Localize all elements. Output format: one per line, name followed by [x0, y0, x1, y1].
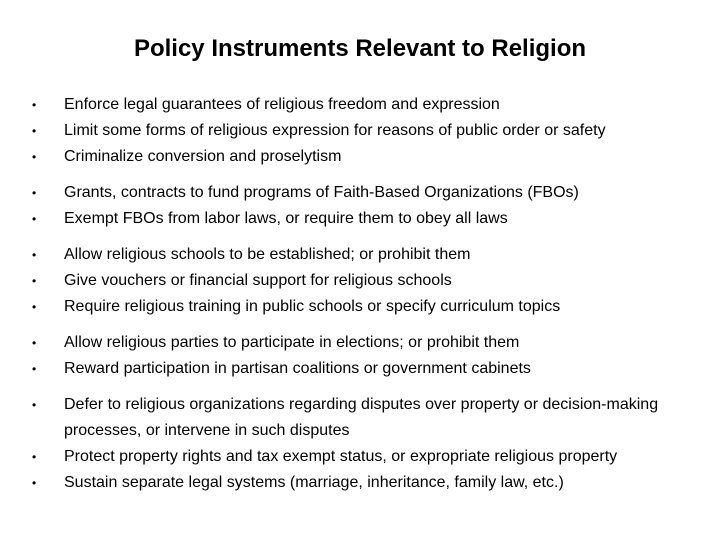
bullet-dot-icon: •: [32, 398, 37, 412]
slide-title: Policy Instruments Relevant to Religion: [133, 35, 587, 62]
bullet-text: Grants, contracts to fund programs of Faith-Based Organizations (FBOs): [64, 184, 579, 201]
bullet-item: [0, 206, 720, 232]
bullet-item: [0, 268, 720, 294]
bullet-text: Sustain separate legal systems (marriage, inheritance, family law, etc.): [64, 474, 564, 491]
bullet-item: [0, 294, 720, 320]
bullet-text: Defer to religious organizations regarding disputes over property or decision-making processes, or intervene in such disputes: [64, 396, 659, 439]
bullet-groups: [0, 92, 720, 506]
bullet-item: [0, 242, 720, 268]
bullet-item: [0, 180, 720, 206]
bullet-dot-icon: •: [32, 150, 37, 164]
bullet-dot-icon: •: [32, 186, 37, 200]
bullet-dot-icon: •: [32, 248, 37, 262]
bullet-item: [0, 330, 720, 356]
bullet-dot-icon: •: [32, 336, 37, 350]
bullet-dot-icon: •: [32, 362, 37, 376]
bullet-item: [0, 144, 720, 170]
bullet-text: Require religious training in public schools or specify curriculum topics: [64, 298, 561, 315]
bullet-group-parties: [0, 330, 720, 382]
bullet-text: Give vouchers or financial support for religious schools: [64, 272, 452, 289]
bullet-item: [0, 356, 720, 382]
bullet-item: [0, 92, 720, 118]
bullet-dot-icon: •: [32, 98, 37, 112]
bullet-text: Protect property rights and tax exempt status, or expropriate religious property: [64, 448, 618, 465]
bullet-dot-icon: •: [32, 274, 37, 288]
bullet-group-schools: [0, 242, 720, 320]
bullet-item: [0, 470, 720, 496]
bullet-dot-icon: •: [32, 476, 37, 490]
bullet-text: Reward participation in partisan coalitions or government cabinets: [64, 360, 531, 377]
bullet-text: Allow religious schools to be established; or prohibit them: [64, 246, 471, 263]
bullet-dot-icon: •: [32, 124, 37, 138]
bullet-item: [0, 118, 720, 144]
bullet-group-freedom: [0, 92, 720, 170]
bullet-item: [0, 444, 720, 470]
bullet-dot-icon: •: [32, 212, 37, 226]
bullet-dot-icon: •: [32, 300, 37, 314]
bullet-text: Exempt FBOs from labor laws, or require them to obey all laws: [64, 210, 508, 227]
bullet-text: Allow religious parties to participate in elections; or prohibit them: [64, 334, 520, 351]
bullet-item: [0, 392, 694, 444]
bullet-dot-icon: •: [32, 450, 37, 464]
bullet-group-property: [0, 392, 720, 496]
bullet-text: Enforce legal guarantees of religious freedom and expression: [64, 96, 500, 113]
bullet-group-fbo: [0, 180, 720, 232]
bullet-text: Limit some forms of religious expression for reasons of public order or safety: [64, 122, 606, 139]
bullet-text: Criminalize conversion and proselytism: [64, 148, 342, 165]
